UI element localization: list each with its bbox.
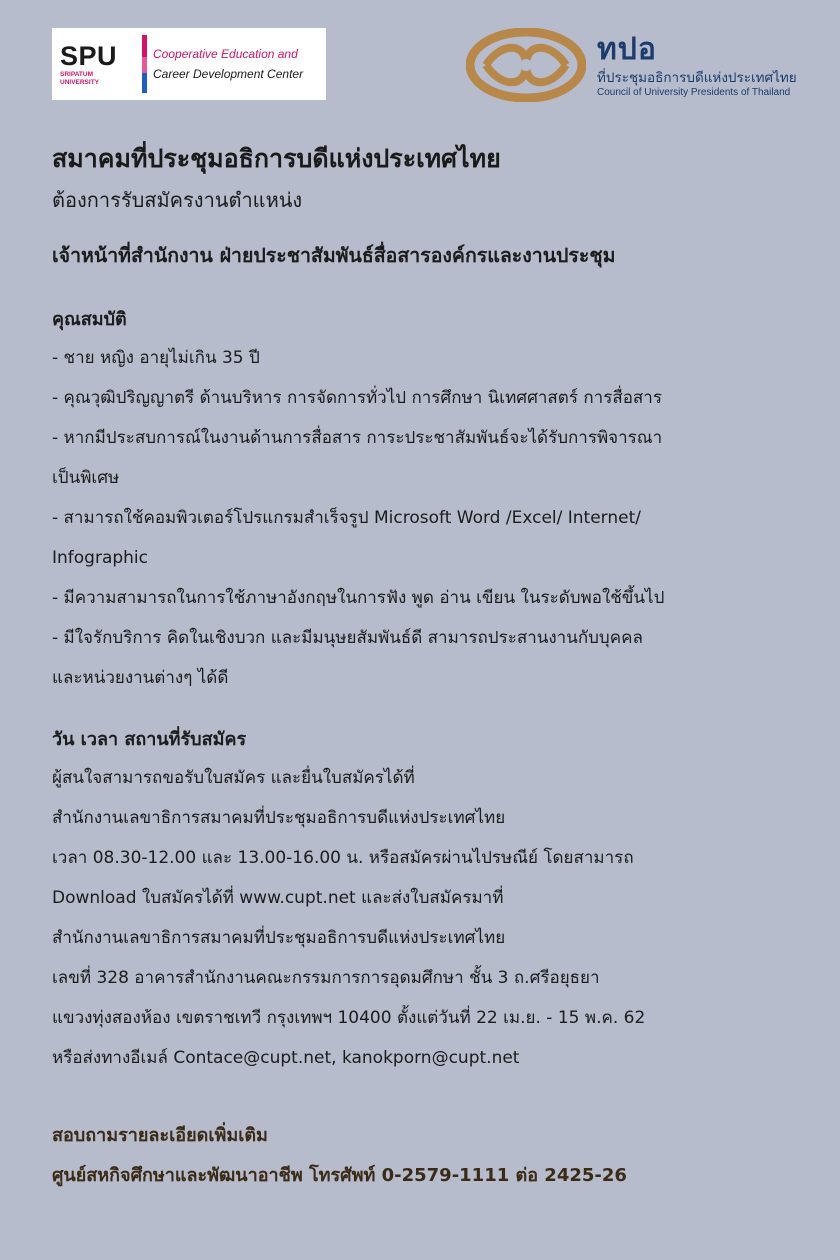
organization-title: สมาคมที่ประชุมอธิการบดีแห่งประเทศไทย bbox=[52, 144, 501, 173]
application-line: เวลา 08.30-12.00 และ 13.00-16.00 น. หรือสมัครผ่านไปรษณีย์ โดยสามารถ bbox=[52, 848, 634, 868]
spu-color-bar-icon bbox=[142, 35, 147, 93]
cupt-thai-name: ที่ประชุมอธิการบดีแห่งประเทศไทย bbox=[597, 70, 797, 86]
application-line: ผู้สนใจสามารถขอรับใบสมัคร และยื่นใบสมัครได้ที่ bbox=[52, 768, 415, 788]
qualification-line: - สามารถใช้คอมพิวเตอร์โปรแกรมสำเร็จรูป Microsoft Word /Excel/ Internet/ bbox=[52, 508, 641, 528]
spu-wordmark bbox=[52, 42, 140, 86]
spu-mark: SPU bbox=[60, 41, 118, 71]
position-title: เจ้าหน้าที่สำนักงาน ฝ่ายประชาสัมพันธ์สื่อสารองค์กรและงานประชุม bbox=[52, 244, 616, 267]
qualification-line: Infographic bbox=[52, 548, 149, 568]
spu-sub-line1: SRIPATUM bbox=[60, 71, 93, 78]
spu-line2: Career Development Center bbox=[153, 67, 304, 81]
application-line: หรือส่งทางอีเมล์ Contace@cupt.net, kanokporn@cupt.net bbox=[52, 1048, 520, 1068]
application-line: สำนักงานเลขาธิการสมาคมที่ประชุมอธิการบดีแห่งประเทศไทย bbox=[52, 928, 506, 948]
qualification-line: และหน่วยงานต่างๆ ได้ดี bbox=[52, 668, 229, 688]
qualification-line: - ชาย หญิง อายุไม่เกิน 35 ปี bbox=[52, 348, 260, 368]
spu-line1: Cooperative Education and bbox=[153, 47, 298, 61]
cupt-english-name: Council of University Presidents of Thailand bbox=[597, 87, 791, 98]
cupt-brand: ทปอ bbox=[597, 32, 657, 67]
application-line: เลขที่ 328 อาคารสำนักงานคณะกรรมการการอุดมศึกษา ชั้น 3 ถ.ศรีอยุธยา bbox=[52, 968, 600, 988]
spu-logo bbox=[52, 28, 326, 100]
application-line: สำนักงานเลขาธิการสมาคมที่ประชุมอธิการบดีแห่งประเทศไทย bbox=[52, 808, 506, 828]
announcement-subtitle: ต้องการรับสมัครงานตำแหน่ง bbox=[52, 188, 303, 212]
cupt-logo bbox=[466, 26, 811, 106]
spu-center-name bbox=[153, 44, 303, 84]
contact-phone: ศูนย์สหกิจศึกษาและพัฒนาอาชีพ โทรศัพท์ 0-2579-1111 ต่อ 2425-26 bbox=[52, 1165, 627, 1186]
application-line: Download ใบสมัครได้ที่ www.cupt.net และส่งใบสมัครมาที่ bbox=[52, 888, 504, 908]
cupt-emblem-icon bbox=[466, 28, 586, 102]
spu-sub-line2: UNIVERSITY bbox=[60, 79, 100, 86]
qualification-line: - คุณวุฒิปริญญาตรี ด้านบริหาร การจัดการทั่วไป การศึกษา นิเทศศาสตร์ การสื่อสาร bbox=[52, 388, 662, 408]
application-heading: วัน เวลา สถานที่รับสมัคร bbox=[52, 729, 247, 750]
qualifications-heading: คุณสมบัติ bbox=[52, 309, 127, 330]
application-line: แขวงทุ่งสองห้อง เขตราชเทวี กรุงเทพฯ 10400 ตั้งแต่วันที่ 22 เม.ย. - 15 พ.ค. 62 bbox=[52, 1008, 646, 1028]
qualification-line: - มีความสามารถในการใช้ภาษาอังกฤษในการฟัง พูด อ่าน เขียน ในระดับพอใช้ขึ้นไป bbox=[52, 588, 665, 608]
job-announcement bbox=[52, 138, 822, 1196]
qualification-line: - มีใจรักบริการ คิดในเชิงบวก และมีมนุษยสัมพันธ์ดี สามารถประสานงานกับบุคคล bbox=[52, 628, 643, 648]
contact-heading: สอบถามรายละเอียดเพิ่มเติม bbox=[52, 1125, 268, 1146]
qualification-line: - หากมีประสบการณ์ในงานด้านการสื่อสาร การะประชาสัมพันธ์จะได้รับการพิจารณา bbox=[52, 428, 663, 448]
qualification-line: เป็นพิเศษ bbox=[52, 468, 120, 488]
